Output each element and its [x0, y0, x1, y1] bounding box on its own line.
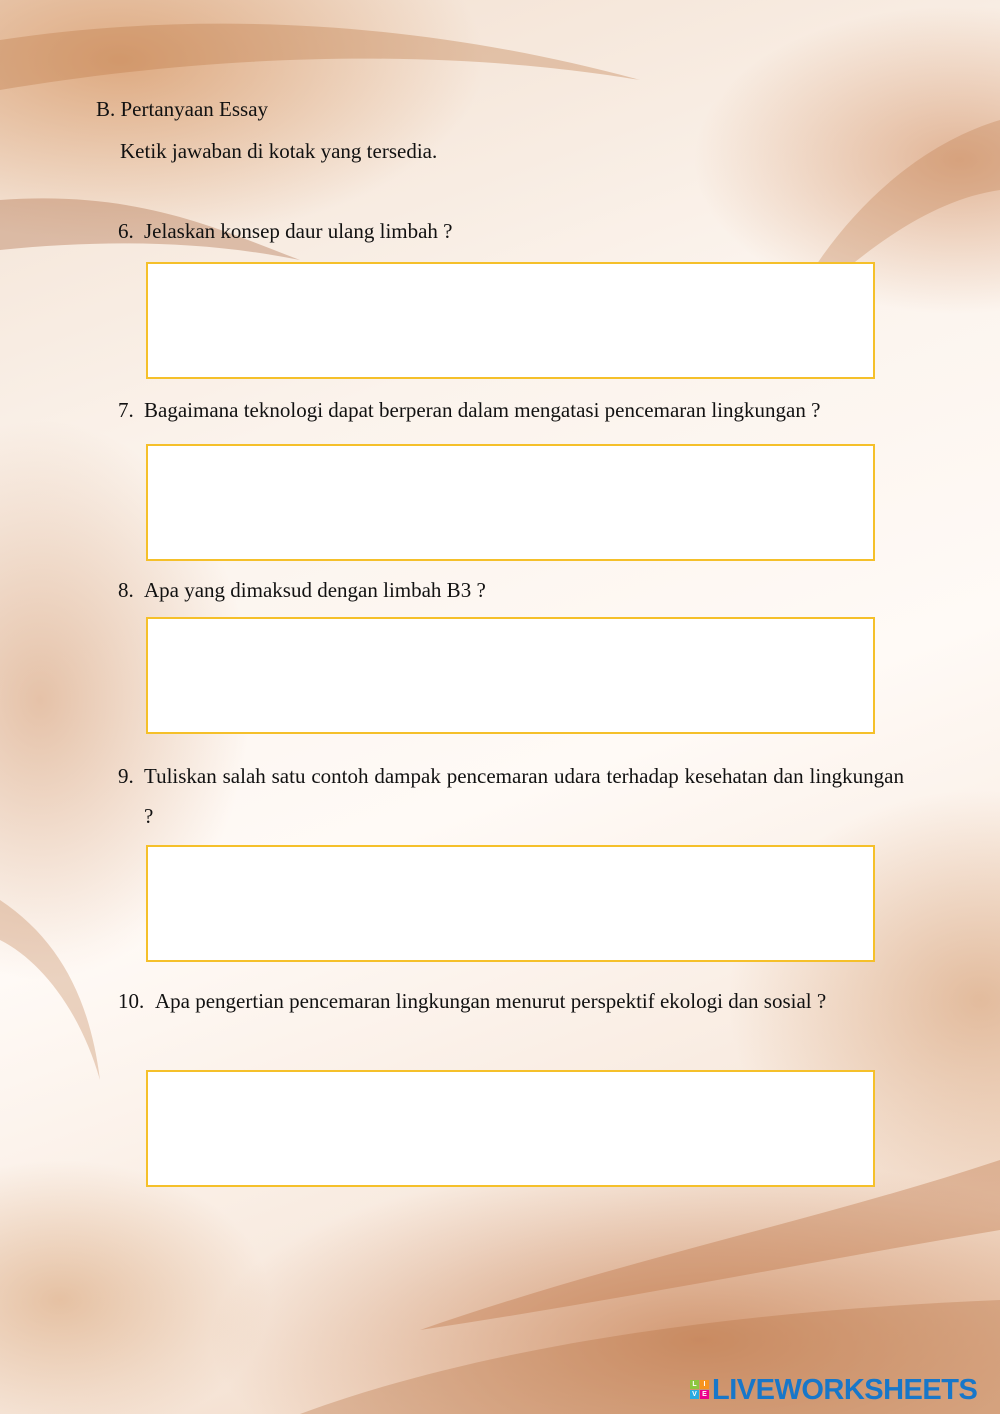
logo-letter-i: I	[700, 1380, 709, 1389]
logo-text: LIVEWORKSHEETS	[712, 1373, 978, 1406]
question-9	[118, 756, 904, 836]
question-number: 6.	[118, 219, 134, 243]
answer-input-10[interactable]	[148, 1072, 873, 1185]
question-number: 10.	[118, 989, 145, 1013]
answer-box-8[interactable]	[146, 617, 875, 734]
answer-box-7[interactable]	[146, 444, 875, 561]
answer-input-7[interactable]	[148, 446, 873, 559]
question-10	[118, 981, 904, 1021]
question-6	[118, 211, 898, 251]
answer-input-8[interactable]	[148, 619, 873, 732]
question-text: Jelaskan konsep daur ulang limbah ?	[144, 219, 453, 243]
logo-letter-v: V	[690, 1390, 699, 1399]
question-number: 9.	[118, 764, 134, 788]
question-text: Tuliskan salah satu contoh dampak pencemaran udara terhadap kesehatan dan lingkungan ?	[144, 764, 904, 828]
answer-box-6[interactable]	[146, 262, 875, 379]
answer-box-9[interactable]	[146, 845, 875, 962]
question-7	[118, 390, 908, 430]
logo-mark-icon	[690, 1380, 710, 1400]
answer-input-9[interactable]	[148, 847, 873, 960]
logo-letter-l: L	[690, 1380, 699, 1389]
instructions: Ketik jawaban di kotak yang tersedia.	[120, 139, 438, 163]
question-8	[118, 570, 898, 610]
question-number: 8.	[118, 578, 134, 602]
liveworksheets-logo	[690, 1374, 977, 1406]
section-heading: B. Pertanyaan Essay	[96, 97, 269, 121]
question-number: 7.	[118, 398, 134, 422]
question-text: Apa yang dimaksud dengan limbah B3 ?	[144, 578, 486, 602]
logo-letter-e: E	[700, 1390, 709, 1399]
answer-box-10[interactable]	[146, 1070, 875, 1187]
question-text: Bagaimana teknologi dapat berperan dalam mengatasi pencemaran lingkungan ?	[144, 398, 821, 422]
question-text: Apa pengertian pencemaran lingkungan menurut perspektif ekologi dan sosial ?	[155, 989, 827, 1013]
answer-input-6[interactable]	[148, 264, 873, 377]
